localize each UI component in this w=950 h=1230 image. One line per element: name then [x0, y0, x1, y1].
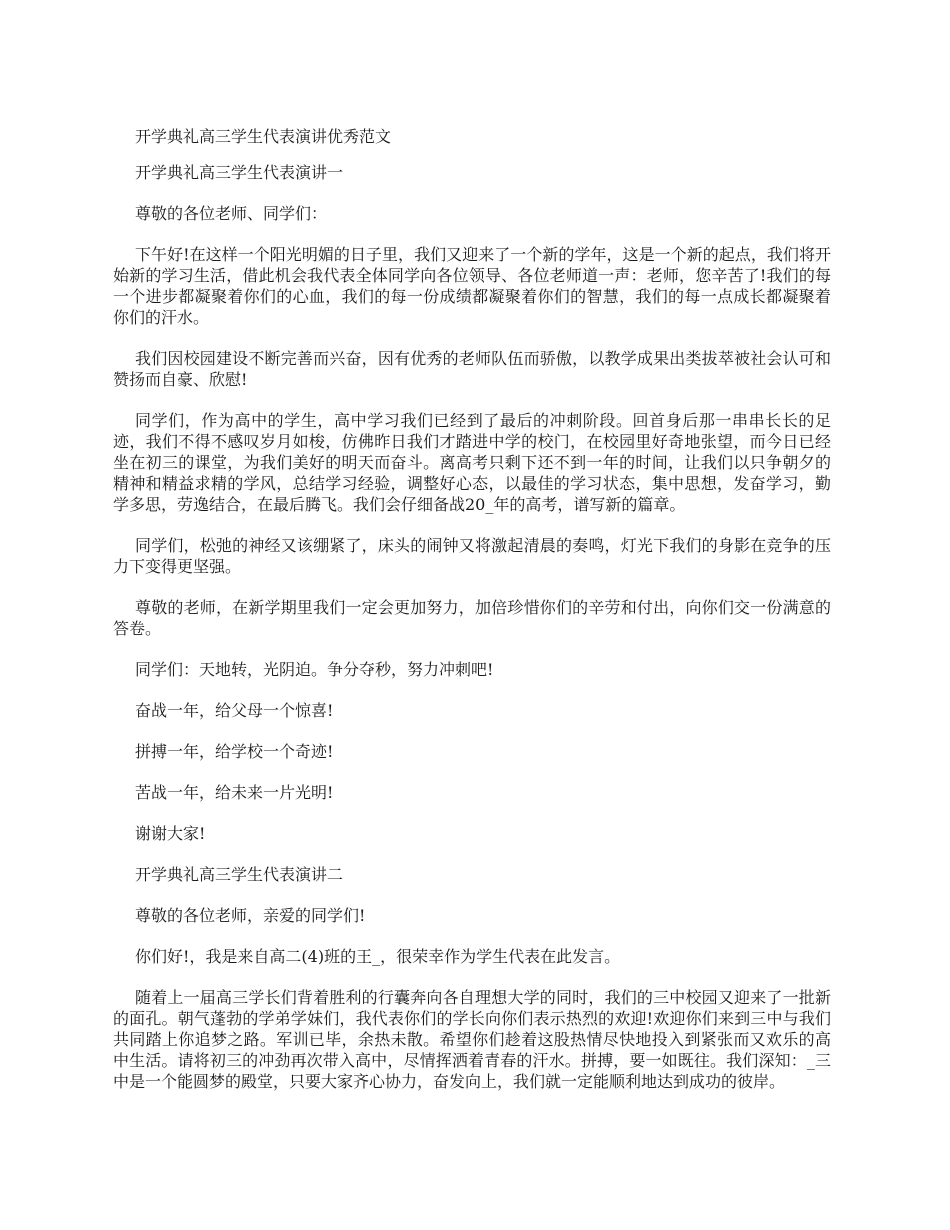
- paragraph: 我们因校园建设不断完善而兴奋，因有优秀的老师队伍而骄傲，以教学成果出类拔萃被社会认可和赞扬而自豪、欣慰!: [113, 349, 831, 389]
- closing-line: 谢谢大家!: [135, 824, 206, 843]
- section-heading-2: 开学典礼高三学生代表演讲二: [135, 865, 344, 884]
- paragraph: 拼搏一年，给学校一个奇迹!: [135, 742, 334, 761]
- paragraph: 你们好!，我是来自高二(4)班的王_，很荣幸作为学生代表在此发言。: [135, 947, 621, 966]
- salutation-2: 尊敬的各位老师，亲爱的同学们!: [135, 906, 366, 925]
- document-title: 开学典礼高三学生代表演讲优秀范文: [135, 127, 392, 146]
- paragraph: 下午好!在这样一个阳光明媚的日子里，我们又迎来了一个新的学年，这是一个新的起点，我们将开始新的学习生活，借此机会我代表全体同学向各位领导、各位老师道一声：老师，您辛苦了!我们的每一个进步都凝聚着你们的心血，我们的每一份成绩都凝聚着你们的智慧，我们的每一点成长都凝聚着你们的汗水。: [113, 245, 831, 327]
- paragraph: 随着上一届高三学长们背着胜利的行囊奔向各自理想大学的同时，我们的三中校园又迎来了一批新的面孔。朝气蓬勃的学弟学妹们，我代表你们的学长向你们表示热烈的欢迎!欢迎你们来到三中与我们共同踏上你追梦之路。军训已毕，余热未散。希望你们趁着这股热情尽快地投入到紧张而又欢乐的高中生活。请将初三的冲劲再次带入高中，尽情挥洒着青春的汗水。拼搏，要一如既往。我们深知：_三中是一个能圆梦的殿堂，只要大家齐心协力，奋发向上，我们就一定能顺利地达到成功的彼岸。: [113, 988, 831, 1091]
- paragraph: 同学们，松弛的神经又该绷紧了，床头的闹钟又将激起清晨的奏鸣，灯光下我们的身影在竞争的压力下变得更坚强。: [113, 536, 831, 576]
- salutation-1: 尊敬的各位老师、同学们：: [135, 204, 328, 223]
- paragraph: 奋战一年，给父母一个惊喜!: [135, 701, 334, 720]
- section-heading-1: 开学典礼高三学生代表演讲一: [135, 163, 344, 182]
- paragraph: 苦战一年，给未来一片光明!: [135, 783, 334, 802]
- paragraph: 尊敬的老师，在新学期里我们一定会更加努力，加倍珍惜你们的辛劳和付出，向你们交一份满意的答卷。: [113, 598, 831, 638]
- document-body: [113, 126, 831, 1112]
- paragraph: 同学们，作为高中的学生，高中学习我们已经到了最后的冲刺阶段。回首身后那一串串长长的足迹，我们不得不感叹岁月如梭，仿佛昨日我们才踏进中学的校门，在校园里好奇地张望，而今日已经坐在初三的课堂，为我们美好的明天而奋斗。离高考只剩下还不到一年的时间，让我们以只争朝夕的精神和精益求精的学风，总结学习经验，调整好心态，以最佳的学习状态，集中思想，发奋学习，勤学多思，劳逸结合，在最后腾飞。我们会仔细备战20_年的高考，谱写新的篇章。: [113, 411, 831, 514]
- paragraph: 同学们：天地转，光阴迫。争分夺秒，努力冲刺吧!: [135, 660, 494, 679]
